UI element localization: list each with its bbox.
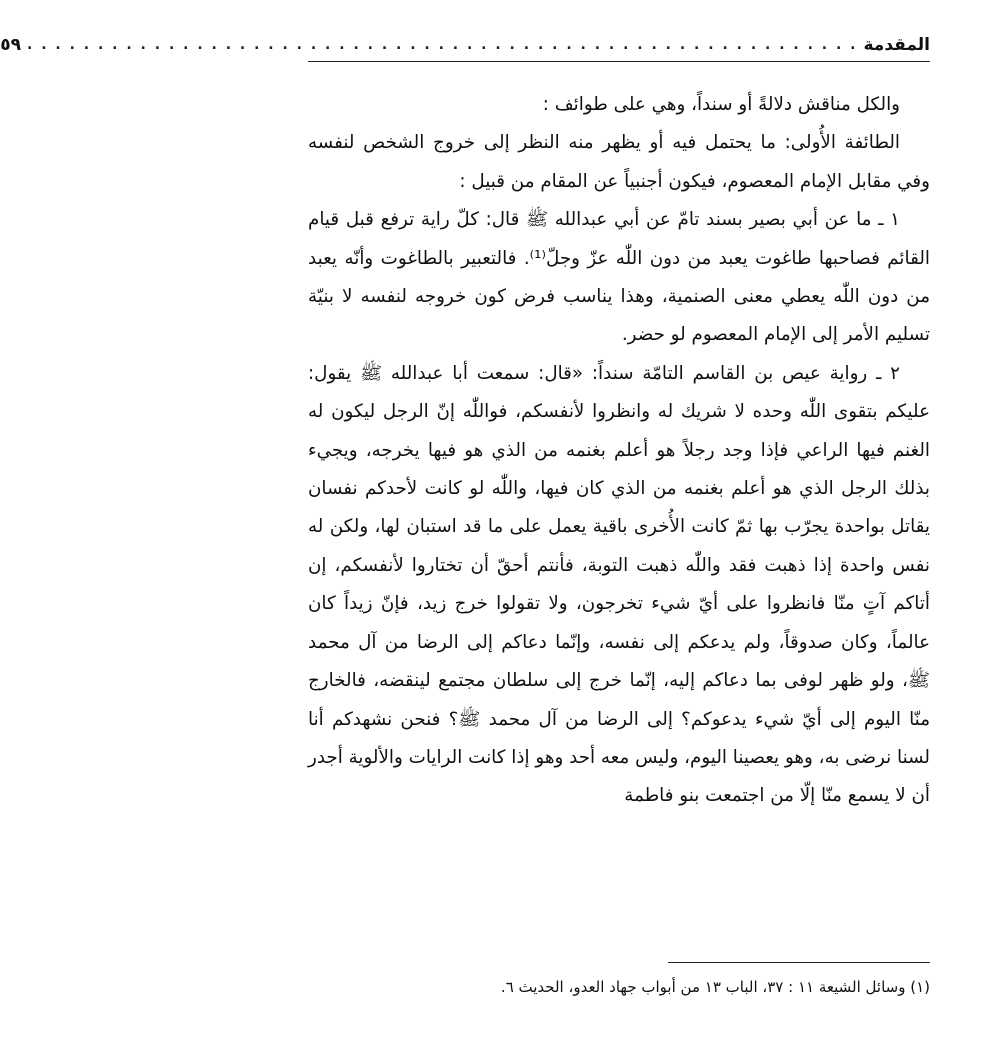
dot-leader: . . . . . . . . . . . . . . . . . . . . . . . . . . . . . . . . . . . . . . . . . . . . . . . . . . . . . . . . . . .: [27, 37, 858, 53]
chapter-title: المقدمة: [863, 35, 930, 55]
page-number: ٥٩: [0, 35, 22, 55]
footnote: (١) وسائل الشيعة ١١ : ٣٧، الباب ١٣ من أبواب جهاد العدو، الحديث ٦.: [500, 978, 930, 996]
paragraph-intro: والكل مناقش دلالةً أو سنداً، وهي على طوائف :: [542, 94, 900, 115]
paragraph-narration-2: ٢ ـ رواية عيص بن القاسم التامّة سنداً: «قال: سمعت أبا عبدالله ﷺ يقول: عليكم بتقوى اللّٰه وحده لا شريك له وانظروا لأنفسكم، فواللّٰه إنّ الرجل ليكون له الغنم فيها الراعي فإذا وجد رجلاً هو أعلم بغنمه من الذي هو فيها يخرجه، ويجيء بذلك الرجل الذي هو أعلم بغنمه من الذي كان فيها، واللّٰه لو كانت لأحدكم نفسان يقاتل بواحدة يجرّب بها ثمّ كانت الأُخرى باقية يعمل على ما قد استبان لها، ولكن له نفس واحدة إذا ذهبت فقد واللّٰه ذهبت التوبة، فأنتم أحقّ أن تختاروا لأنفسكم، إن أتاكم آتٍ منّا فانظروا على أيّ شيء تخرجون، ولا تقولوا خرج زيد، فإنّ زيداً كان عالماً، وكان صدوقاً، ولم يدعكم إلى نفسه، وإنّما دعاكم إلى الرضا من آل محمد ﷺ، ولو ظهر لوفى بما دعاكم إليه، إنّما خرج إلى سلطان مجتمع لينقضه، فالخارج منّا اليوم إلى أيّ شيء يدعوكم؟ إلى الرضا من آل محمد ﷺ؟ فنحن نشهدكم أنا لسنا نرضى به، وهو يعصينا اليوم، وليس معه أحد وهو إذا كانت الرايات والألوية أجدر أن لا يسمع منّا إلّا من اجتمعت بنو فاطمة: [307, 362, 930, 807]
running-header: [0, 30, 930, 60]
main-text: [308, 86, 930, 816]
footnote-rule: [668, 962, 930, 963]
paragraph-narration-1: ١ ـ ما عن أبي بصير بسند تامّ عن أبي عبدالله ﷺ قال: كلّ راية ترفع قبل قيام القائم فصاحبها طاغوت يعبد من دون اللّٰه عزّ وجلّ⁽¹⁾. فالتعبير بالطاغوت وأنّه يعبد من دون اللّٰه يعطي معنى الصنمية، وهذا يناسب فرض كون خروجه لنفسه لا بنيّة تسليم الأمر إلى الإمام المعصوم لو حضر.: [308, 209, 930, 346]
header-rule: [308, 61, 930, 62]
paragraph-first-group: الطائفة الأُولى: ما يحتمل فيه أو يظهر منه النظر إلى خروج الشخص لنفسه وفي مقابل الإمام المعصوم، فيكون أجنبياً عن المقام من قبيل :: [308, 132, 930, 192]
